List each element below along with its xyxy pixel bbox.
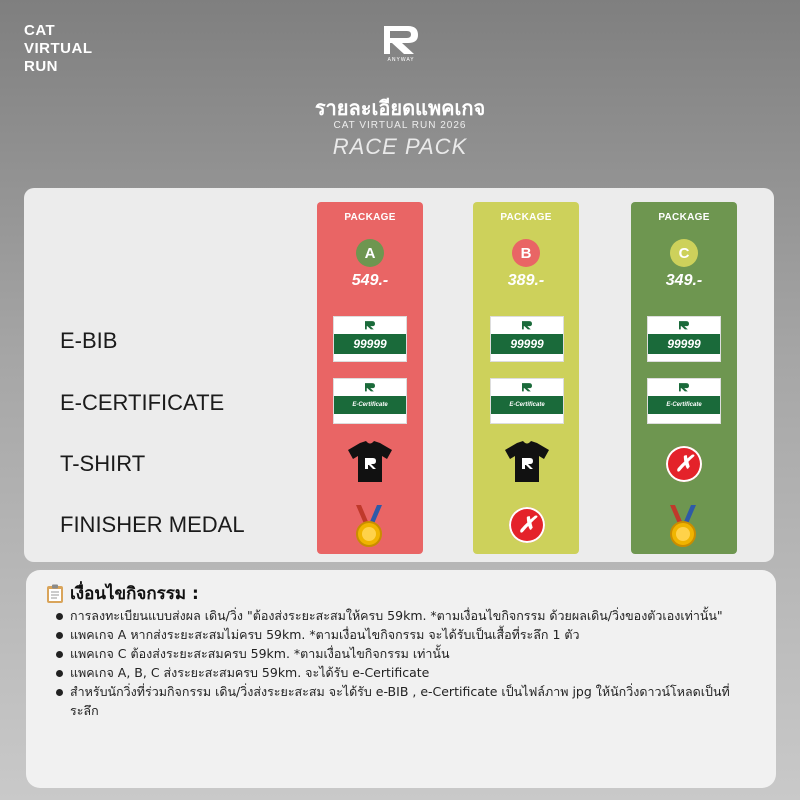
package-price: 389.- — [507, 272, 545, 289]
ebib-b — [490, 316, 564, 362]
logo-subtext: ANYWAY — [387, 57, 415, 63]
ecertificate-a — [333, 378, 407, 424]
race-pack-heading: RACE PACK — [332, 134, 468, 159]
package-label: PACKAGE — [500, 212, 552, 223]
package-letter-badge: A — [356, 239, 384, 267]
conditions-title: เงื่อนไขกิจกรรม : — [70, 584, 199, 604]
list-item: แพคเกจ C ต้องส่งระยะสะสมครบ 59km. *ตามเงื่อนไขกิจกรรม เท่านั้น — [56, 644, 756, 663]
package-letter-badge: B — [512, 239, 540, 267]
r-logo-icon — [363, 382, 377, 392]
row-label-tshirt: T-SHIRT — [60, 451, 146, 476]
package-label: PACKAGE — [658, 212, 710, 223]
ebib-c — [647, 316, 721, 362]
brand-line-1: CAT — [24, 22, 56, 39]
bib-number: 99999 — [334, 334, 406, 354]
r-logo-icon — [520, 382, 534, 392]
r-logo-icon — [380, 22, 422, 56]
ecertificate-c — [647, 378, 721, 424]
x-mark-icon: ✗ — [509, 507, 545, 543]
conditions-list — [56, 606, 756, 720]
row-label-medal: FINISHER MEDAL — [60, 512, 245, 537]
package-label: PACKAGE — [344, 212, 396, 223]
list-item: สำหรับนักวิ่งที่ร่วมกิจกรรม เดิน/วิ่งส่งระยะสะสม จะได้รับ e-BIB , e-Certificate เป็นไฟล์ภาพ jpg ให้นักวิ่งดาวน์โหลดเป็นที่ระลึก — [56, 682, 756, 720]
organizer-logo — [378, 22, 424, 68]
row-label-ebib: E-BIB — [60, 328, 118, 353]
conditions-heading — [46, 580, 199, 607]
list-item: แพคเกจ A, B, C ส่งระยะสะสมครบ 59km. จะได้รับ e-Certificate — [56, 663, 756, 682]
certificate-label: E-Certificate — [491, 396, 563, 414]
brand-line-2: VIRTUAL — [24, 40, 93, 57]
package-letter-badge: C — [670, 239, 698, 267]
bib-number: 99999 — [491, 334, 563, 354]
brand-line-3: RUN — [24, 58, 58, 75]
event-brand — [24, 22, 93, 76]
medal-icon — [352, 504, 386, 548]
r-logo-icon — [677, 320, 691, 330]
r-logo-icon — [520, 320, 534, 330]
bib-number: 99999 — [648, 334, 720, 354]
certificate-label: E-Certificate — [648, 396, 720, 414]
clipboard-icon — [46, 584, 64, 604]
ecertificate-b — [490, 378, 564, 424]
package-price: 549.- — [351, 272, 389, 289]
tshirt-icon — [503, 440, 551, 484]
x-mark-icon: ✗ — [666, 446, 702, 482]
r-logo-icon — [677, 382, 691, 392]
row-label-ecertificate: E-CERTIFICATE — [60, 390, 225, 415]
list-item: การลงทะเบียนแบบส่งผล เดิน/วิ่ง "ต้องส่งระยะสะสมให้ครบ 59km. *ตามเงื่อนไขกิจกรรม ด้วยผลเดิน/วิ่งของตัวเองเท่านั้น" — [56, 606, 756, 625]
list-item: แพคเกจ A หากส่งระยะสะสมไม่ครบ 59km. *ตามเงื่อนไขกิจกรรม จะได้รับเป็นเสื้อที่ระลึก 1 ตัว — [56, 625, 756, 644]
medal-icon — [666, 504, 700, 548]
certificate-label: E-Certificate — [334, 396, 406, 414]
ebib-a — [333, 316, 407, 362]
r-logo-icon — [363, 320, 377, 330]
package-price: 349.- — [665, 272, 703, 289]
tshirt-icon — [346, 440, 394, 484]
page-title: รายละเอียดแพคเกจ — [314, 96, 486, 120]
page-subtitle: CAT VIRTUAL RUN 2026 — [333, 120, 467, 131]
